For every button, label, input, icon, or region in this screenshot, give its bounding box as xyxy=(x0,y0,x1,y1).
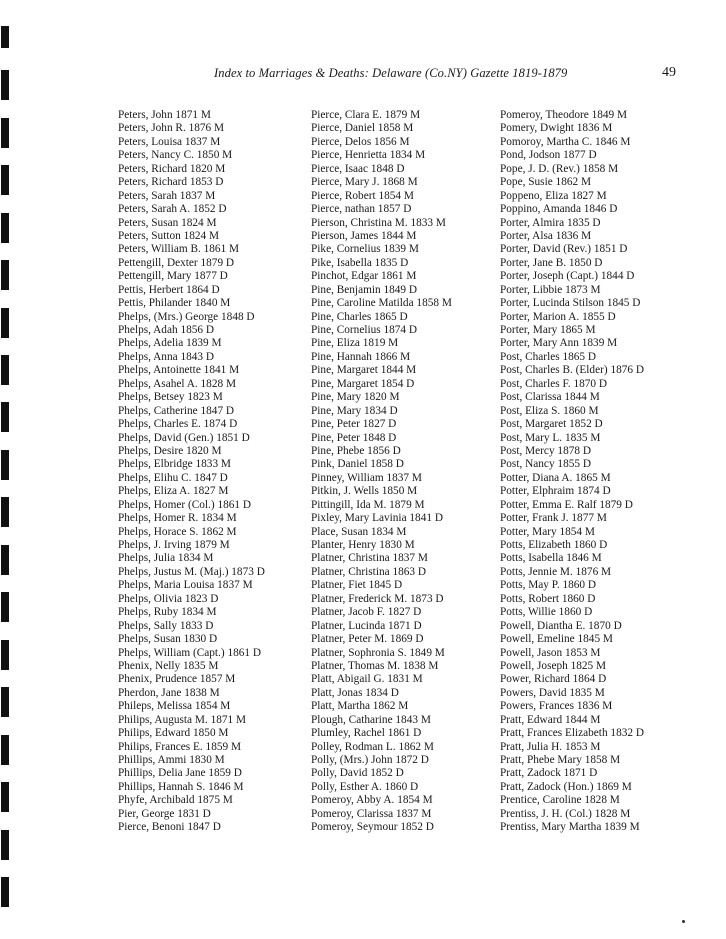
index-entry: Powers, Frances 1836 M xyxy=(500,700,613,713)
binding-mark xyxy=(1,26,9,48)
index-entry: Peters, Louisa 1837 M xyxy=(118,135,221,148)
index-entry: Peters, John 1871 M xyxy=(118,109,211,121)
index-entry: Phelps, David (Gen.) 1851 D xyxy=(118,431,250,444)
index-entry: Pinney, William 1837 M xyxy=(311,471,422,484)
index-entry: Pine, Peter 1848 D xyxy=(311,431,397,444)
binding-mark xyxy=(1,687,9,717)
index-entry: Platner, Thomas M. 1838 M xyxy=(311,659,439,672)
index-entry: Potter, Diana A. 1865 M xyxy=(500,471,611,484)
index-entry: Pierce, Mary J. 1868 M xyxy=(311,176,418,189)
index-entry: Porter, Almira 1835 D xyxy=(500,216,601,229)
index-entry: Phelps, Justus M. (Maj.) 1873 D xyxy=(118,565,265,578)
binding-mark xyxy=(1,165,9,195)
index-entry: Pratt, Zadock (Hon.) 1869 M xyxy=(500,780,632,793)
index-entry: Phelps, Ruby 1834 M xyxy=(118,606,217,619)
index-entry: Platner, Frederick M. 1873 D xyxy=(311,592,444,605)
index-entry: Power, Richard 1864 D xyxy=(500,673,607,686)
binding-mark xyxy=(1,260,9,290)
index-entry: Platner, Christina 1837 M xyxy=(311,552,428,565)
index-entry: Phelps, Homer R. 1834 M xyxy=(118,512,237,525)
index-entry: Pierce, Henrietta 1834 M xyxy=(311,149,426,162)
index-entry: Pomeroy, Theodore 1849 M xyxy=(500,109,628,121)
index-entry: Pike, Cornelius 1839 M xyxy=(311,243,419,256)
index-entry: Platner, Fiet 1845 D xyxy=(311,579,403,592)
index-entry: Phelps, Asahel A. 1828 M xyxy=(118,377,236,390)
index-entry: Phillips, Ammi 1830 M xyxy=(118,754,225,766)
index-entry: Pratt, Edward 1844 M xyxy=(500,713,601,726)
index-entry: Polly, (Mrs.) John 1872 D xyxy=(311,754,429,766)
index-entry: Pope, J. D. (Rev.) 1858 M xyxy=(500,162,619,175)
binding-mark xyxy=(1,213,9,243)
index-entry: Peters, Sarah A. 1852 D xyxy=(118,203,227,216)
index-entry: Pierson, James 1844 M xyxy=(311,229,417,242)
index-entry: Post, Eliza S. 1860 M xyxy=(500,404,599,417)
index-entry: Platner, Jacob F. 1827 D xyxy=(311,606,422,619)
index-entry: Phelps, Eliza A. 1827 M xyxy=(118,485,229,498)
index-entry: Phelps, William (Capt.) 1861 D xyxy=(118,646,262,659)
index-entry: Post, Clarissa 1844 M xyxy=(500,391,600,404)
index-entry: Prentiss, Mary Martha 1839 M xyxy=(500,821,640,834)
index-entry: Pierce, Delos 1856 M xyxy=(311,135,410,148)
binding-mark xyxy=(1,592,9,622)
index-entry: Peters, Richard 1820 M xyxy=(118,162,226,175)
index-entry: Phelps, Horace S. 1862 M xyxy=(118,525,237,538)
index-entry: Pettis, Philander 1840 M xyxy=(118,297,231,310)
index-entry: Pratt, Zadock 1871 D xyxy=(500,767,598,780)
index-entry: Post, Charles 1865 D xyxy=(500,350,597,363)
index-entry: Phenix, Prudence 1857 M xyxy=(118,673,236,686)
index-entry: Polly, Esther A. 1860 D xyxy=(311,780,419,793)
index-entry: Pinchot, Edgar 1861 M xyxy=(311,270,417,283)
index-entry: Polly, David 1852 D xyxy=(311,767,404,780)
index-entry: Pierce, Benoni 1847 D xyxy=(118,821,221,834)
binding-mark xyxy=(1,545,9,575)
index-entry: Phelps, Anna 1843 D xyxy=(118,350,215,363)
index-entry: Pine, Hannah 1866 M xyxy=(311,350,411,363)
index-entry: Pond, Jodson 1877 D xyxy=(500,149,597,162)
index-entry: Potter, Emma E. Ralf 1879 D xyxy=(500,498,633,511)
binding-mark xyxy=(1,450,9,480)
index-entry: Platt, Martha 1862 M xyxy=(311,700,409,713)
binding-mark xyxy=(1,497,9,527)
index-entry: Pine, Charles 1865 D xyxy=(311,310,408,323)
index-entry: Pratt, Frances Elizabeth 1832 D xyxy=(500,727,644,740)
index-entry: Potter, Frank J. 1877 M xyxy=(500,512,607,525)
binding-mark xyxy=(1,355,9,385)
index-entry: Potts, Elizabeth 1860 D xyxy=(500,539,608,551)
index-entry: Phelps, Betsey 1823 M xyxy=(118,391,223,404)
index-entry: Pine, Peter 1827 D xyxy=(311,418,397,431)
index-entry: Potts, Robert 1860 D xyxy=(500,592,596,605)
index-entry: Phelps, J. Irving 1879 M xyxy=(118,539,230,551)
index-entry: Pitkin, J. Wells 1850 M xyxy=(311,485,418,498)
index-entry: Potts, Jennie M. 1876 M xyxy=(500,565,612,578)
index-entry: Porter, Libbie 1873 M xyxy=(500,283,601,296)
index-entry: Potts, May P. 1860 D xyxy=(500,579,597,592)
index-entry: Porter, Mary 1865 M xyxy=(500,324,596,336)
index-entry: Phelps, Catherine 1847 D xyxy=(118,404,235,417)
index-column-1 xyxy=(118,109,265,835)
binding-mark xyxy=(1,640,9,670)
index-entry: Platt, Jonas 1834 D xyxy=(311,686,399,699)
index-entry: Plumley, Rachel 1861 D xyxy=(311,727,422,740)
index-entry: Planter, Henry 1830 M xyxy=(311,539,415,551)
index-entry: Pike, Isabella 1835 D xyxy=(311,256,409,269)
index-entry: Pierce, Isaac 1848 D xyxy=(311,162,405,175)
index-entry: Pomoroy, Martha C. 1846 M xyxy=(500,135,631,148)
index-entry: Phenix, Nelly 1835 M xyxy=(118,659,219,672)
binding-mark xyxy=(1,877,9,907)
index-entry: Phillips, Hannah S. 1846 M xyxy=(118,780,244,793)
index-entry: Place, Susan 1834 M xyxy=(311,525,407,538)
index-entry: Philips, Frances E. 1859 M xyxy=(118,740,242,753)
index-entry: Pittingill, Ida M. 1879 M xyxy=(311,498,425,511)
index-entry: Pine, Caroline Matilda 1858 M xyxy=(311,297,452,310)
index-entry: Phelps, Julia 1834 M xyxy=(118,552,214,565)
index-entry: Post, Mercy 1878 D xyxy=(500,444,591,457)
index-entry: Peters, Sutton 1824 M xyxy=(118,229,220,242)
index-entry: Plough, Catharine 1843 M xyxy=(311,713,431,726)
index-entry: Peters, Nancy C. 1850 M xyxy=(118,149,233,162)
index-entry: Prentiss, J. H. (Col.) 1828 M xyxy=(500,807,631,820)
binding-mark xyxy=(1,308,9,338)
index-entry: Polley, Rodman L. 1862 M xyxy=(311,740,434,753)
index-entry: Philips, Augusta M. 1871 M xyxy=(118,713,247,726)
index-entry: Porter, Joseph (Capt.) 1844 D xyxy=(500,270,635,283)
index-entry: Pine, Phebe 1856 D xyxy=(311,444,401,457)
binding-mark xyxy=(1,830,9,860)
page-header-title: Index to Marriages & Deaths: Delaware (Co.NY) Gazette 1819-1879 xyxy=(214,66,568,80)
binding-mark xyxy=(1,70,9,100)
index-entry: Phelps, Olivia 1823 D xyxy=(118,592,219,605)
scan-speck xyxy=(682,920,685,923)
index-entry: Pomeroy, Clarissa 1837 M xyxy=(311,807,432,820)
index-entry: Potter, Mary 1854 M xyxy=(500,525,595,538)
index-entry: Powers, David 1835 M xyxy=(500,686,605,699)
index-entry: Phelps, Homer (Col.) 1861 D xyxy=(118,498,252,511)
index-entry: Potts, Willie 1860 D xyxy=(500,606,593,619)
index-entry: Platner, Peter M. 1869 D xyxy=(311,633,424,646)
binding-mark xyxy=(1,735,9,765)
index-entry: Poppino, Amanda 1846 D xyxy=(500,203,618,216)
index-entry: Post, Nancy 1855 D xyxy=(500,458,591,471)
index-entry: Pine, Margaret 1854 D xyxy=(311,377,415,390)
index-entry: Powell, Diantha E. 1870 D xyxy=(500,619,622,632)
index-entry: Porter, Alsa 1836 M xyxy=(500,229,592,242)
index-entry: Platner, Christina 1863 D xyxy=(311,565,427,578)
index-entry: Peters, John R. 1876 M xyxy=(118,122,225,135)
index-entry: Pine, Mary 1834 D xyxy=(311,404,398,417)
index-entry: Peters, Susan 1824 M xyxy=(118,216,217,229)
index-entry: Pomeroy, Seymour 1852 D xyxy=(311,821,434,834)
index-entry: Pine, Margaret 1844 M xyxy=(311,364,417,377)
index-entry: Pierce, nathan 1857 D xyxy=(311,203,412,216)
index-entry: Pettis, Herbert 1864 D xyxy=(118,283,220,296)
index-entry: Phelps, Elihu C. 1847 D xyxy=(118,471,228,484)
index-entry: Phyfe, Archibald 1875 M xyxy=(118,794,233,807)
index-entry: Peters, William B. 1861 M xyxy=(118,243,240,256)
index-entry: Phelps, Maria Louisa 1837 M xyxy=(118,579,253,592)
index-entry: Powell, Jason 1853 M xyxy=(500,646,601,659)
index-entry: Pine, Benjamin 1849 D xyxy=(311,283,418,296)
index-entry: Porter, Marion A. 1855 D xyxy=(500,310,616,323)
index-entry: Post, Margaret 1852 D xyxy=(500,418,603,431)
index-entry: Phelps, Adah 1856 D xyxy=(118,324,215,336)
index-column-3 xyxy=(500,109,644,835)
index-entry: Pink, Daniel 1858 D xyxy=(311,458,404,471)
index-entry: Platner, Sophronia S. 1849 M xyxy=(311,646,445,659)
binding-mark xyxy=(1,782,9,812)
index-entry: Pine, Mary 1820 M xyxy=(311,391,400,404)
page-number: 49 xyxy=(662,65,676,80)
index-entry: Potter, Elphraim 1874 D xyxy=(500,485,611,498)
index-entry: Poppeno, Eliza 1827 M xyxy=(500,189,607,202)
index-entry: Pomeroy, Abby A. 1854 M xyxy=(311,794,433,807)
index-entry: Post, Charles F. 1870 D xyxy=(500,377,608,390)
index-entry: Pierce, Clara E. 1879 M xyxy=(311,109,421,121)
index-entry: Post, Mary L. 1835 M xyxy=(500,431,601,444)
index-entry: Pope, Susie 1862 M xyxy=(500,176,592,189)
index-entry: Pierce, Robert 1854 M xyxy=(311,189,414,202)
index-entry: Pratt, Phebe Mary 1858 M xyxy=(500,754,621,766)
index-entry: Potts, Isabella 1846 M xyxy=(500,552,602,565)
index-entry: Phelps, (Mrs.) George 1848 D xyxy=(118,310,255,323)
index-entry: Peters, Richard 1853 D xyxy=(118,176,224,189)
index-entry: Pier, George 1831 D xyxy=(118,807,211,820)
index-entry: Pixley, Mary Lavinia 1841 D xyxy=(311,512,443,525)
index-entry: Phelps, Sally 1833 D xyxy=(118,619,214,632)
index-entry: Porter, David (Rev.) 1851 D xyxy=(500,243,628,256)
index-entry: Pettengill, Mary 1877 D xyxy=(118,270,228,283)
binding-mark xyxy=(1,402,9,432)
index-entry: Platner, Lucinda 1871 D xyxy=(311,619,422,632)
index-entry: Powell, Emeline 1845 M xyxy=(500,633,613,646)
index-entry: Phelps, Desire 1820 M xyxy=(118,444,222,457)
index-entry: Phelps, Elbridge 1833 M xyxy=(118,458,231,471)
index-entry: Platt, Abigail G. 1831 M xyxy=(311,673,423,686)
index-entry: Phelps, Adelia 1839 M xyxy=(118,337,222,350)
index-entry: Pierce, Daniel 1858 M xyxy=(311,122,414,135)
index-entry: Pettengill, Dexter 1879 D xyxy=(118,256,235,269)
index-entry: Pherdon, Jane 1838 M xyxy=(118,686,220,699)
index-column-2 xyxy=(311,109,452,835)
index-entry: Phelps, Charles E. 1874 D xyxy=(118,418,238,431)
index-entry: Pierson, Christina M. 1833 M xyxy=(311,216,446,229)
index-entry: Philips, Edward 1850 M xyxy=(118,727,229,740)
index-entry: Phelps, Antoinette 1841 M xyxy=(118,364,240,377)
index-entry: Pomery, Dwight 1836 M xyxy=(500,122,613,135)
binding-mark xyxy=(1,118,9,148)
index-entry: Powell, Joseph 1825 M xyxy=(500,659,607,672)
index-entry: Pratt, Julia H. 1853 M xyxy=(500,740,601,753)
index-entry: Phillips, Delia Jane 1859 D xyxy=(118,767,242,780)
index-entry: Prentice, Caroline 1828 M xyxy=(500,794,620,807)
index-entry: Post, Charles B. (Elder) 1876 D xyxy=(500,364,645,377)
index-entry: Peters, Sarah 1837 M xyxy=(118,189,216,202)
index-entry: Phelps, Susan 1830 D xyxy=(118,633,218,646)
index-entry: Phileps, Melissa 1854 M xyxy=(118,700,231,713)
index-entry: Porter, Mary Ann 1839 M xyxy=(500,337,618,350)
index-entry: Porter, Lucinda Stilson 1845 D xyxy=(500,297,641,310)
index-entry: Pine, Eliza 1819 M xyxy=(311,337,399,350)
index-entry: Porter, Jane B. 1850 D xyxy=(500,256,603,269)
index-entry: Pine, Cornelius 1874 D xyxy=(311,324,418,336)
